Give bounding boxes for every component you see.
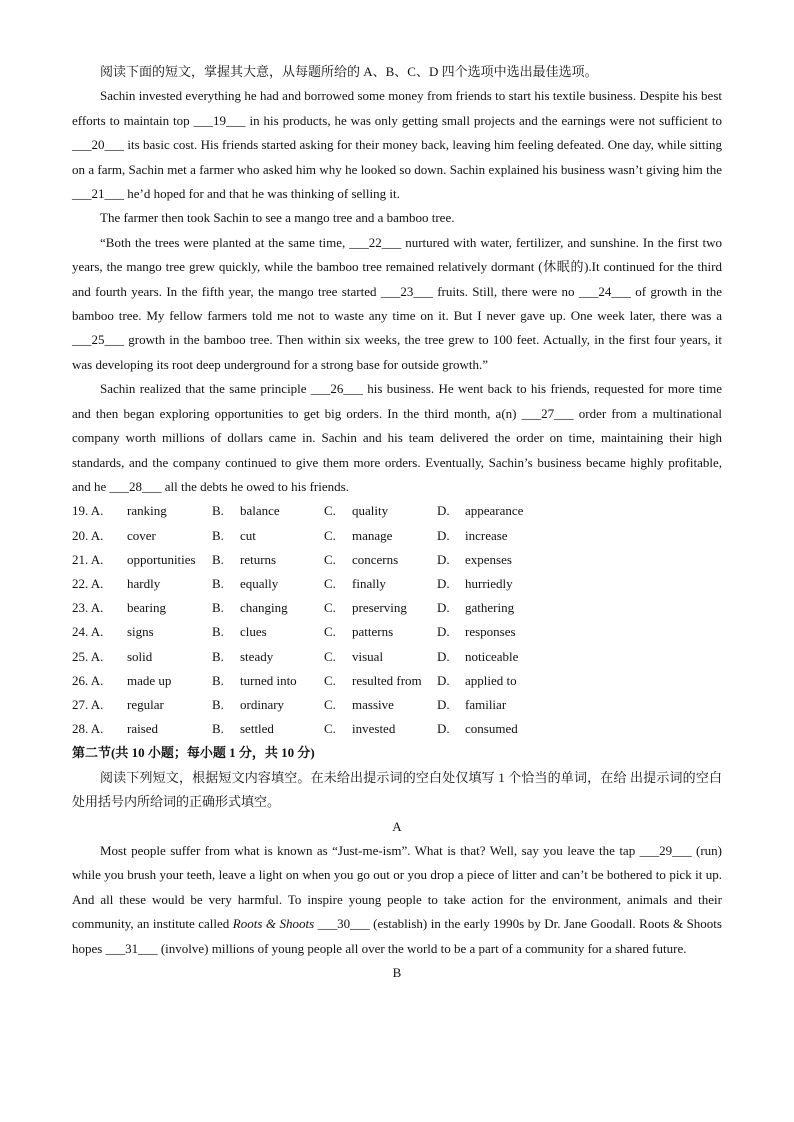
option-letter-b: B. [212,551,224,567]
options-table [72,499,523,741]
option-letter-d: D. [437,721,450,737]
option-row [72,596,523,620]
option-letter-b: B. [212,624,224,640]
option-letter-c: C. [324,600,336,616]
passage-label-b: B [392,965,402,980]
option-d: familiar [465,696,507,712]
option-letter-c: C. [324,527,336,543]
option-c: finally [352,575,386,591]
passage-paragraph-2: The farmer then took Sachin to see a mango tree and a bamboo tree. [100,210,455,226]
passage-a-text-2: ___30___ (establish) in the early 1990s by Dr. Jane Goodall. Roots & Shoots hopes ___31___ (involve) millions of young people all over the world to be a part of a community for a shared future. [72,916,722,956]
option-a: regular [127,696,164,712]
exam-page [72,60,722,985]
option-row [72,524,523,548]
option-letter-d: D. [437,551,450,567]
option-b: equally [240,575,279,591]
option-a: bearing [127,600,166,616]
option-row [72,645,523,669]
option-row [72,499,523,523]
question-number: 27. A. [72,696,104,712]
option-b: returns [240,551,277,567]
option-c: manage [352,527,393,543]
question-number: 19. A. [72,503,104,519]
option-a: solid [127,648,153,664]
option-b: clues [240,624,267,640]
question-number: 24. A. [72,624,104,640]
option-row [72,548,523,572]
option-b: balance [240,503,280,519]
option-letter-c: C. [324,503,336,519]
question-number: 22. A. [72,575,104,591]
option-letter-c: C. [324,696,336,712]
passage-a [72,839,722,961]
option-d: consumed [465,721,518,737]
question-number: 25. A. [72,648,104,664]
option-letter-b: B. [212,600,224,616]
option-a: made up [127,672,172,688]
option-letter-b: B. [212,721,224,737]
option-d: hurriedly [465,575,513,591]
option-c: concerns [352,551,399,567]
option-a: ranking [127,503,167,519]
option-c: patterns [352,624,394,640]
option-b: turned into [240,672,297,688]
question-number: 21. A. [72,551,104,567]
option-letter-c: C. [324,624,336,640]
option-d: noticeable [465,648,519,664]
option-letter-c: C. [324,551,336,567]
option-letter-b: B. [212,503,224,519]
option-d: increase [465,527,508,543]
option-a: raised [127,721,159,737]
passage-a-text-1: Most people suffer from what is known as “Just-me-ism”. What is that? Well, say you leave the tap ___29___ (run) while you brush your teeth, leave a light on when you go out or you drop a piece of litter and can’t be bothered to pick it up. And all these would be very harmful. To inspire young people to take action for the environment, animals and their community, an institute called [72,842,722,932]
section-2-instruction: 阅读下列短文，根据短文内容填空。在未给出提示词的空白处仅填写 1 个恰当的单词，在给 出提示词的空白处用括号内所给词的正确形式填空。 [72,769,722,810]
option-letter-d: D. [437,600,450,616]
option-letter-c: C. [324,721,336,737]
passage-paragraph-1: Sachin invested everything he had and borrowed some money from friends to start his textile business. Despite his best efforts to maintain top ___19___ in his products, he was only getting small projects and the earnings were not sufficient to ___20___ its basic cost. His friends started asking for their money back, leaving him feeling defeated. One day, while sitting on a farm, Sachin met a farmer who asked him why he looked so down. Sachin explained his business wasn’t giving him the ___21___ he’d hoped for and that he was thinking of selling it. [72,88,722,202]
option-row [72,572,523,596]
option-letter-b: B. [212,575,224,591]
option-d: applied to [465,672,517,688]
question-number: 28. A. [72,721,104,737]
option-row [72,693,523,717]
option-letter-c: C. [324,648,336,664]
option-letter-d: D. [437,648,450,664]
option-letter-d: D. [437,672,450,688]
passage-a-institute-name: Roots & Shoots [232,916,315,932]
option-row [72,717,523,741]
option-c: quality [352,503,389,519]
option-c: massive [352,696,394,712]
option-d: gathering [465,600,515,616]
option-letter-b: B. [212,648,224,664]
option-letter-b: B. [212,527,224,543]
option-letter-b: B. [212,696,224,712]
option-letter-d: D. [437,696,450,712]
option-row [72,669,523,693]
option-b: ordinary [240,696,285,712]
passage-label-a: A [392,818,402,834]
option-c: preserving [352,600,407,616]
option-letter-c: C. [324,575,336,591]
option-b: changing [240,600,288,616]
option-letter-d: D. [437,503,450,519]
option-a: signs [127,624,154,640]
option-letter-d: D. [437,624,450,640]
passage-paragraph-4: Sachin realized that the same principle ___26___ his business. He went back to his friends, requested for more time and then began exploring opportunities to get big orders. In the third month, a(n) ___27___ order from a multinational company worth millions of dollars came in. Sachin and his team delivered the order on time, maintaining their high standards, and the company continued to give them more orders. Eventually, Sachin’s business became highly profitable, and he ___28___ all the debts he owed to his friends. [72,381,722,494]
question-number: 20. A. [72,527,104,543]
option-a: opportunities [127,551,196,567]
option-d: expenses [465,551,512,567]
option-d: responses [465,624,516,640]
option-b: cut [240,527,256,543]
option-d: appearance [465,503,524,519]
reading-instruction: 阅读下面的短文，掌握其大意，从每题所给的 A、B、C、D 四个选项中选出最佳选项。 [100,64,598,79]
option-b: steady [240,648,274,664]
option-b: settled [240,721,274,737]
section-2-heading: 第二节(共 10 小题；每小题 1 分，共 10 分) [72,745,315,761]
option-a: cover [127,527,156,543]
question-number: 26. A. [72,672,104,688]
option-c: resulted from [352,672,422,688]
option-letter-d: D. [437,575,450,591]
option-letter-b: B. [212,672,224,688]
option-row [72,620,523,644]
option-c: invested [352,721,396,737]
option-letter-d: D. [437,527,450,543]
option-c: visual [352,648,384,664]
passage-paragraph-3: “Both the trees were planted at the same time, ___22___ nurtured with water, fertilizer, and sunshine. In the first two years, the mango tree grew quickly, while the bamboo tree remained relatively dormant (休眠的).It continued for the third and fourth years. In the fifth year, the mango tree started ___23___ fruits. Still, there were no ___24___ of growth in the bamboo tree. My fellow farmers told me not to waste any time on it. But I never gave up. One week later, there was a ___25___ growth in the bamboo tree. Then within six weeks, the tree grew to 100 feet. Actually, in the first four years, it was developing its root deep underground for a strong base for outside growth.” [72,234,722,372]
question-number: 23. A. [72,600,104,616]
option-a: hardly [127,575,161,591]
option-letter-c: C. [324,672,336,688]
